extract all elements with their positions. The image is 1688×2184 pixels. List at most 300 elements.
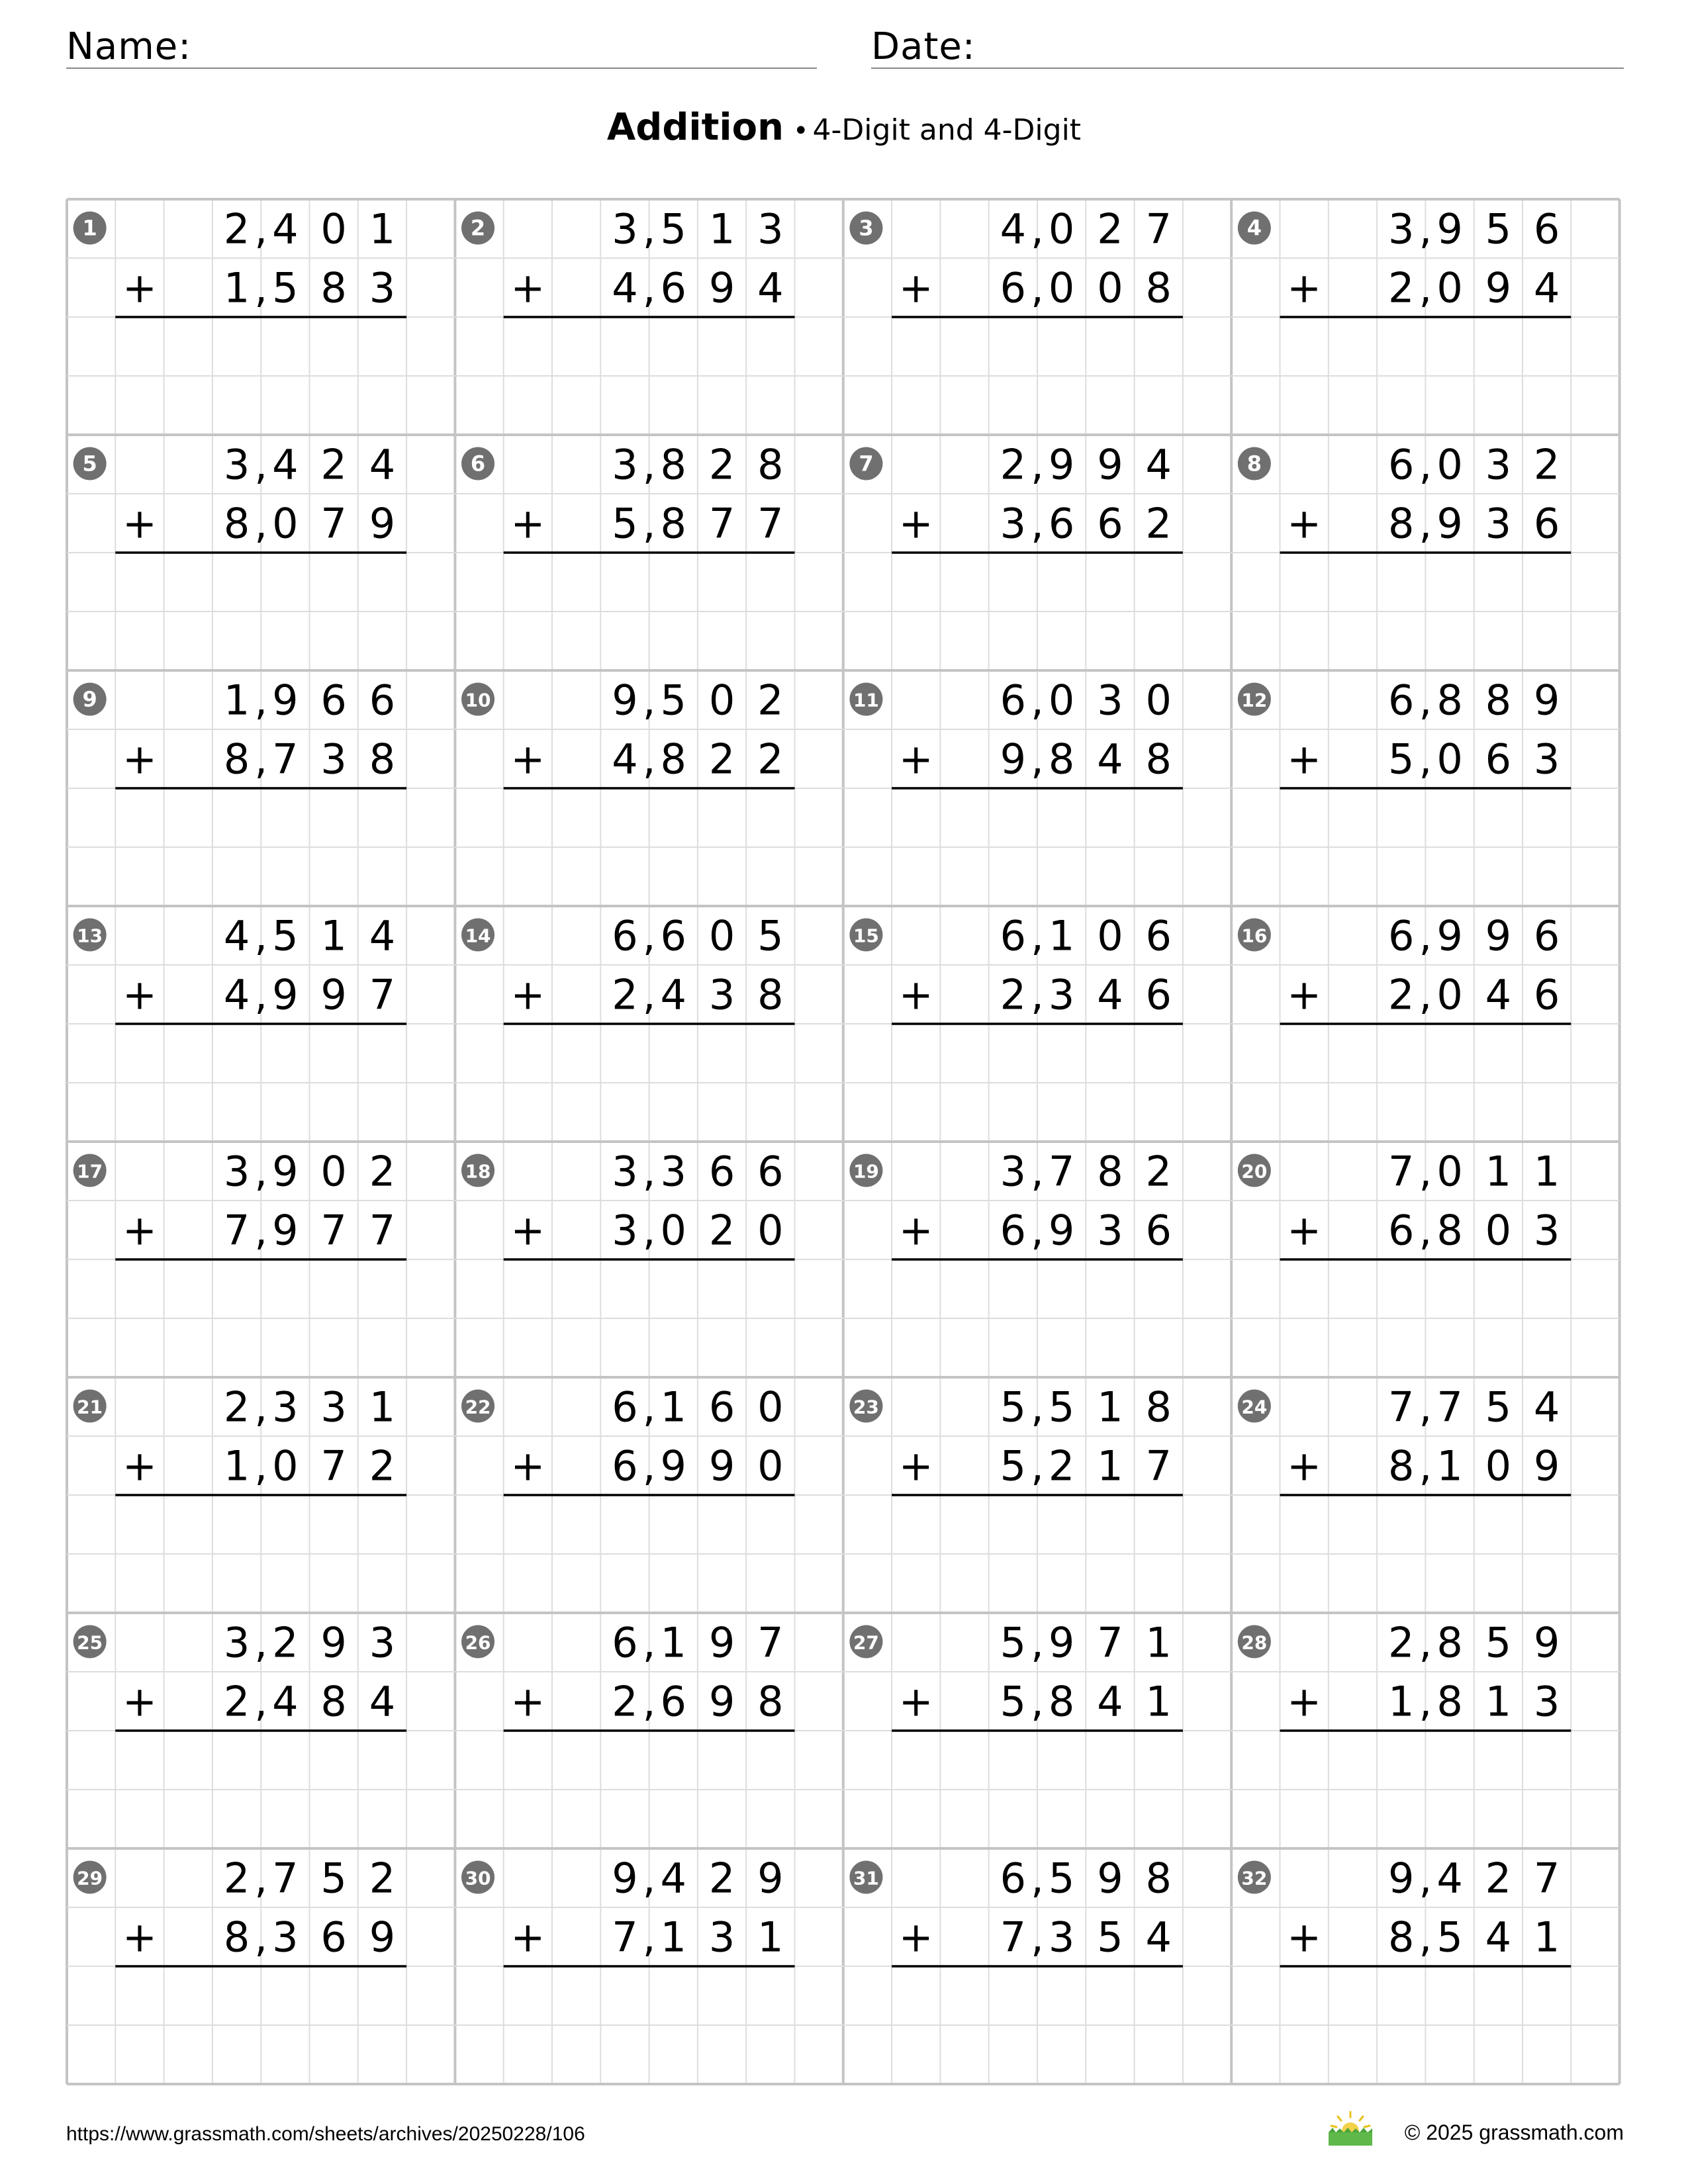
addend-top-digit: 3: [223, 1618, 250, 1667]
addend-bottom-comma: ,: [1031, 1441, 1044, 1490]
addend-bottom-digit: 0: [272, 1441, 299, 1490]
problem-number: 32: [1241, 1867, 1268, 1889]
addend-bottom-digit: 1: [1436, 1441, 1463, 1490]
problem-number: 15: [853, 925, 879, 947]
addend-bottom-comma: ,: [1419, 1441, 1432, 1490]
addend-bottom-digit: 5: [1388, 735, 1415, 784]
addend-bottom-digit: 0: [757, 1206, 784, 1255]
addend-top-comma: ,: [254, 676, 268, 725]
addend-top-digit: 9: [1436, 911, 1463, 960]
addend-bottom-digit: 7: [223, 1206, 250, 1255]
addend-top-digit: 7: [1097, 1618, 1123, 1667]
addend-bottom-digit: 9: [369, 1913, 396, 1962]
answer-area[interactable]: [115, 319, 406, 433]
addend-bottom-digit: 7: [320, 1441, 347, 1490]
problem-number: 16: [1241, 925, 1268, 947]
addend-bottom-comma: ,: [1419, 1677, 1432, 1726]
addend-bottom-digit: 3: [1533, 735, 1560, 784]
addend-bottom-digit: 9: [272, 1206, 299, 1255]
addend-bottom-comma: ,: [642, 263, 656, 312]
answer-area[interactable]: [115, 1261, 406, 1375]
addend-bottom-digit: 1: [223, 1441, 250, 1490]
addend-bottom-digit: 0: [272, 499, 299, 548]
addend-top-digit: 9: [1048, 440, 1075, 489]
addend-bottom-digit: 7: [757, 499, 784, 548]
addend-top-comma: ,: [254, 1854, 268, 1903]
addend-bottom-comma: ,: [254, 970, 268, 1019]
addend-top-digit: 9: [1388, 1854, 1415, 1903]
addend-top-digit: 5: [1048, 1854, 1075, 1903]
addend-bottom-comma: ,: [1031, 735, 1044, 784]
addend-bottom-digit: 3: [708, 970, 735, 1019]
addend-top-comma: ,: [642, 676, 656, 725]
addend-bottom-digit: 0: [1485, 1206, 1512, 1255]
addend-bottom-digit: 5: [272, 263, 299, 312]
addend-bottom-digit: 6: [1097, 499, 1123, 548]
addend-top-comma: ,: [1419, 440, 1432, 489]
addend-top-digit: 1: [660, 1383, 686, 1432]
addend-bottom-digit: 4: [1533, 263, 1560, 312]
plus-sign: +: [122, 263, 157, 312]
addend-top-digit: 0: [757, 1383, 784, 1432]
addend-bottom-digit: 8: [660, 499, 686, 548]
addend-top-digit: 3: [1097, 676, 1123, 725]
addend-bottom-digit: 6: [1145, 970, 1172, 1019]
addend-top-digit: 1: [1048, 911, 1075, 960]
addend-bottom-digit: 0: [1436, 263, 1463, 312]
addend-top-digit: 8: [1145, 1854, 1172, 1903]
addend-bottom-digit: 8: [1388, 499, 1415, 548]
addend-bottom-digit: 0: [1436, 735, 1463, 784]
addend-top-digit: 2: [1145, 1147, 1172, 1196]
addend-top-digit: 2: [1097, 205, 1123, 253]
addend-bottom-comma: ,: [642, 1441, 656, 1490]
addend-bottom-digit: 4: [1097, 1677, 1123, 1726]
addend-bottom-digit: 1: [1485, 1677, 1512, 1726]
plus-sign: +: [1287, 1677, 1322, 1726]
answer-area[interactable]: [892, 1733, 1183, 1846]
addend-bottom-digit: 5: [612, 499, 638, 548]
answer-area[interactable]: [1280, 555, 1571, 668]
addend-bottom-digit: 8: [1145, 263, 1172, 312]
addend-top-digit: 5: [1485, 1383, 1512, 1432]
addend-top-comma: ,: [642, 205, 656, 253]
addend-top-digit: 0: [1048, 676, 1075, 725]
addend-top-digit: 0: [1048, 205, 1075, 253]
addend-bottom-digit: 3: [369, 263, 396, 312]
answer-area[interactable]: [504, 1026, 795, 1140]
answer-area[interactable]: [1280, 1026, 1571, 1140]
addend-bottom-digit: 1: [757, 1913, 784, 1962]
answer-area[interactable]: [504, 1968, 795, 2082]
plus-sign: +: [1287, 263, 1322, 312]
answer-area[interactable]: [504, 790, 795, 904]
addend-bottom-digit: 3: [1485, 499, 1512, 548]
addend-bottom-digit: 3: [1097, 1206, 1123, 1255]
addend-bottom-comma: ,: [254, 735, 268, 784]
addend-top-digit: 3: [272, 1383, 299, 1432]
addend-bottom-digit: 9: [1000, 735, 1027, 784]
addend-bottom-comma: ,: [1419, 263, 1432, 312]
addend-top-comma: ,: [254, 205, 268, 253]
addend-bottom-digit: 1: [223, 263, 250, 312]
addend-top-comma: ,: [642, 1618, 656, 1667]
addend-bottom-digit: 3: [1533, 1677, 1560, 1726]
addend-top-digit: 2: [1000, 440, 1027, 489]
plus-sign: +: [510, 1913, 545, 1962]
plus-sign: +: [510, 499, 545, 548]
addend-bottom-digit: 1: [1533, 1913, 1560, 1962]
problem-number: 20: [1241, 1160, 1268, 1183]
addend-top-digit: 8: [1436, 1618, 1463, 1667]
addend-bottom-comma: ,: [254, 263, 268, 312]
addend-top-digit: 4: [660, 1854, 686, 1903]
addend-top-digit: 8: [1145, 1383, 1172, 1432]
addend-top-digit: 9: [612, 1854, 638, 1903]
answer-area[interactable]: [115, 555, 406, 668]
addend-top-comma: ,: [1031, 1147, 1044, 1196]
addend-top-digit: 5: [272, 911, 299, 960]
addend-top-digit: 6: [1388, 911, 1415, 960]
problem-number: 28: [1241, 1631, 1268, 1654]
addend-bottom-digit: 4: [1145, 1913, 1172, 1962]
addend-top-digit: 2: [272, 1618, 299, 1667]
addend-bottom-digit: 3: [708, 1913, 735, 1962]
addend-bottom-digit: 5: [1000, 1441, 1027, 1490]
answer-area[interactable]: [504, 1261, 795, 1375]
addend-top-comma: ,: [254, 1383, 268, 1432]
plus-sign: +: [898, 263, 933, 312]
addend-top-digit: 6: [1145, 911, 1172, 960]
problem-number: 22: [465, 1396, 491, 1418]
addend-bottom-digit: 1: [1145, 1677, 1172, 1726]
addend-bottom-digit: 2: [369, 1441, 396, 1490]
addend-top-digit: 5: [320, 1854, 347, 1903]
date-label: Date:: [871, 25, 976, 68]
addend-top-comma: ,: [642, 440, 656, 489]
addend-bottom-digit: 6: [1000, 1206, 1027, 1255]
problem-number: 13: [77, 925, 103, 947]
plus-sign: +: [1287, 970, 1322, 1019]
addend-top-comma: ,: [1031, 1854, 1044, 1903]
addend-top-comma: ,: [254, 440, 268, 489]
addend-top-digit: 0: [708, 911, 735, 960]
addend-top-comma: ,: [642, 1854, 656, 1903]
addend-bottom-digit: 9: [708, 1677, 735, 1726]
addend-bottom-digit: 8: [1048, 1677, 1075, 1726]
problem-number: 2: [470, 215, 486, 241]
addend-top-digit: 2: [369, 1147, 396, 1196]
addend-bottom-digit: 9: [660, 1441, 686, 1490]
addend-top-digit: 7: [272, 1854, 299, 1903]
addend-top-digit: 5: [1000, 1618, 1027, 1667]
addend-top-digit: 6: [612, 1618, 638, 1667]
addend-bottom-comma: ,: [254, 1441, 268, 1490]
addend-bottom-digit: 6: [1145, 1206, 1172, 1255]
addend-top-digit: 9: [1485, 911, 1512, 960]
addend-top-digit: 3: [1388, 205, 1415, 253]
addend-bottom-digit: 6: [612, 1441, 638, 1490]
answer-area[interactable]: [892, 1261, 1183, 1375]
addend-bottom-comma: ,: [642, 499, 656, 548]
addend-bottom-comma: ,: [1419, 1913, 1432, 1962]
addend-bottom-digit: 4: [660, 970, 686, 1019]
addend-bottom-digit: 3: [1048, 1913, 1075, 1962]
addend-bottom-digit: 6: [660, 263, 686, 312]
problem-number: 19: [853, 1160, 879, 1183]
title-main: Addition: [606, 106, 784, 149]
problem-number: 25: [77, 1631, 103, 1654]
addend-bottom-digit: 9: [1485, 263, 1512, 312]
addend-bottom-digit: 1: [1097, 1441, 1123, 1490]
addend-top-comma: ,: [254, 1147, 268, 1196]
answer-area[interactable]: [504, 555, 795, 668]
addend-bottom-digit: 0: [757, 1441, 784, 1490]
addend-bottom-digit: 8: [223, 1913, 250, 1962]
answer-area[interactable]: [892, 319, 1183, 433]
addend-top-digit: 4: [369, 440, 396, 489]
addend-top-comma: ,: [1419, 1383, 1432, 1432]
addend-bottom-digit: 7: [272, 735, 299, 784]
plus-sign: +: [1287, 1206, 1322, 1255]
addend-top-digit: 3: [1485, 440, 1512, 489]
addend-bottom-digit: 0: [660, 1206, 686, 1255]
addend-top-digit: 6: [1000, 1854, 1027, 1903]
plus-sign: +: [1287, 735, 1322, 784]
addend-bottom-digit: 3: [1533, 1206, 1560, 1255]
addend-bottom-digit: 9: [320, 970, 347, 1019]
plus-sign: +: [510, 970, 545, 1019]
addend-bottom-digit: 4: [272, 1677, 299, 1726]
addend-bottom-comma: ,: [1031, 1206, 1044, 1255]
addend-top-comma: ,: [254, 1618, 268, 1667]
addend-top-digit: 4: [369, 911, 396, 960]
addend-top-digit: 0: [1097, 911, 1123, 960]
addend-top-digit: 0: [320, 1147, 347, 1196]
answer-area[interactable]: [1280, 1497, 1571, 1611]
addend-bottom-digit: 7: [369, 970, 396, 1019]
plus-sign: +: [122, 1206, 157, 1255]
answer-area[interactable]: [115, 1497, 406, 1611]
addend-top-digit: 6: [708, 1383, 735, 1432]
addend-top-digit: 6: [660, 911, 686, 960]
addend-top-digit: 7: [1388, 1383, 1415, 1432]
addend-top-digit: 5: [1485, 1618, 1512, 1667]
problem-number: 29: [77, 1867, 103, 1889]
addend-bottom-digit: 8: [1388, 1441, 1415, 1490]
addend-top-comma: ,: [642, 1383, 656, 1432]
addend-bottom-digit: 9: [369, 499, 396, 548]
plus-sign: +: [122, 1441, 157, 1490]
problem-number: 8: [1246, 451, 1262, 477]
addend-bottom-digit: 8: [757, 970, 784, 1019]
plus-sign: +: [122, 735, 157, 784]
answer-area[interactable]: [115, 1026, 406, 1140]
addend-bottom-digit: 3: [1048, 970, 1075, 1019]
addend-bottom-digit: 9: [1533, 1441, 1560, 1490]
addend-top-comma: ,: [1031, 440, 1044, 489]
addend-top-digit: 0: [320, 205, 347, 253]
answer-area[interactable]: [892, 790, 1183, 904]
answer-area[interactable]: [1280, 790, 1571, 904]
addend-top-digit: 9: [1533, 1618, 1560, 1667]
addend-top-digit: 7: [1048, 1147, 1075, 1196]
footer-url[interactable]: https://www.grassmath.com/sheets/archives/20250228/106: [66, 2123, 585, 2145]
addend-bottom-digit: 0: [1048, 263, 1075, 312]
addend-bottom-digit: 0: [1485, 1441, 1512, 1490]
addend-top-digit: 5: [757, 911, 784, 960]
addend-bottom-digit: 3: [320, 735, 347, 784]
answer-area[interactable]: [892, 1026, 1183, 1140]
addend-top-digit: 8: [757, 440, 784, 489]
answer-area[interactable]: [1280, 1261, 1571, 1375]
addend-top-digit: 9: [1097, 1854, 1123, 1903]
addend-bottom-comma: ,: [254, 499, 268, 548]
addend-top-digit: 3: [1000, 1147, 1027, 1196]
addend-top-digit: 1: [1533, 1147, 1560, 1196]
addend-top-digit: 7: [1145, 205, 1172, 253]
answer-area[interactable]: [115, 1733, 406, 1846]
addend-bottom-digit: 4: [1097, 970, 1123, 1019]
addend-top-digit: 6: [612, 1383, 638, 1432]
addend-top-comma: ,: [1031, 205, 1044, 253]
addend-bottom-digit: 4: [1097, 735, 1123, 784]
addend-bottom-digit: 8: [320, 263, 347, 312]
addend-bottom-digit: 8: [1048, 735, 1075, 784]
addend-bottom-digit: 5: [1097, 1913, 1123, 1962]
addend-bottom-digit: 2: [708, 735, 735, 784]
addend-bottom-digit: 7: [369, 1206, 396, 1255]
answer-area[interactable]: [1280, 1733, 1571, 1846]
plus-sign: +: [1287, 499, 1322, 548]
problem-number: 4: [1246, 215, 1262, 241]
problem-number: 11: [853, 689, 879, 711]
addend-top-digit: 3: [757, 205, 784, 253]
addend-bottom-digit: 7: [1000, 1913, 1027, 1962]
addend-top-digit: 4: [1145, 440, 1172, 489]
title-subtitle: 4-Digit and 4-Digit: [812, 113, 1082, 147]
addend-bottom-comma: ,: [642, 1206, 656, 1255]
problem-number: 24: [1241, 1396, 1268, 1418]
addend-bottom-digit: 8: [1388, 1913, 1415, 1962]
addend-bottom-comma: ,: [254, 1206, 268, 1255]
problem-number: 27: [853, 1631, 879, 1654]
addend-bottom-digit: 9: [1436, 499, 1463, 548]
addend-top-digit: 7: [1533, 1854, 1560, 1903]
addend-bottom-digit: 4: [369, 1677, 396, 1726]
problem-number: 5: [82, 451, 97, 477]
addend-top-digit: 9: [1048, 1618, 1075, 1667]
addend-bottom-digit: 2: [1388, 263, 1415, 312]
name-label: Name:: [66, 25, 192, 68]
addend-top-digit: 9: [1533, 676, 1560, 725]
answer-area[interactable]: [115, 790, 406, 904]
addend-bottom-digit: 3: [272, 1913, 299, 1962]
addend-top-digit: 1: [369, 1383, 396, 1432]
addend-bottom-digit: 3: [612, 1206, 638, 1255]
addend-bottom-digit: 7: [708, 499, 735, 548]
addend-top-digit: 3: [320, 1383, 347, 1432]
addend-top-digit: 2: [1485, 1854, 1512, 1903]
plus-sign: +: [122, 1913, 157, 1962]
addend-top-comma: ,: [1419, 1854, 1432, 1903]
answer-area[interactable]: [892, 1497, 1183, 1611]
addend-top-digit: 0: [1436, 440, 1463, 489]
addend-top-digit: 6: [612, 911, 638, 960]
plus-sign: +: [510, 263, 545, 312]
addend-top-digit: 2: [1533, 440, 1560, 489]
addend-bottom-digit: 8: [369, 735, 396, 784]
addend-top-digit: 5: [1485, 205, 1512, 253]
addend-top-digit: 5: [660, 676, 686, 725]
answer-area[interactable]: [892, 555, 1183, 668]
addend-bottom-digit: 3: [1000, 499, 1027, 548]
addend-bottom-digit: 5: [1436, 1913, 1463, 1962]
addend-top-digit: 7: [1436, 1383, 1463, 1432]
addend-bottom-digit: 8: [660, 735, 686, 784]
addend-top-digit: 8: [660, 440, 686, 489]
addend-top-digit: 3: [612, 440, 638, 489]
addend-bottom-digit: 1: [660, 1913, 686, 1962]
problem-number: 23: [853, 1396, 879, 1418]
addend-bottom-digit: 4: [1485, 970, 1512, 1019]
addend-bottom-digit: 4: [612, 263, 638, 312]
problem-number: 3: [859, 215, 874, 241]
addend-bottom-digit: 5: [1000, 1677, 1027, 1726]
addend-bottom-digit: 9: [1048, 1206, 1075, 1255]
answer-area[interactable]: [504, 319, 795, 433]
problem-number: 31: [853, 1867, 879, 1889]
addend-top-digit: 3: [223, 440, 250, 489]
problem-number: 21: [77, 1396, 103, 1418]
addend-top-digit: 9: [708, 1618, 735, 1667]
answer-area[interactable]: [115, 1968, 406, 2082]
addend-bottom-digit: 6: [1048, 499, 1075, 548]
addend-top-digit: 5: [1000, 1383, 1027, 1432]
answer-area[interactable]: [1280, 319, 1571, 433]
addend-bottom-comma: ,: [254, 1677, 268, 1726]
answer-area[interactable]: [504, 1733, 795, 1846]
addend-top-digit: 7: [757, 1618, 784, 1667]
addend-bottom-comma: ,: [1031, 263, 1044, 312]
addend-top-digit: 3: [223, 1147, 250, 1196]
plus-sign: +: [898, 1913, 933, 1962]
addend-bottom-digit: 7: [320, 499, 347, 548]
addend-top-digit: 1: [223, 676, 250, 725]
answer-area[interactable]: [504, 1497, 795, 1611]
addend-top-digit: 2: [320, 440, 347, 489]
addend-top-digit: 9: [1097, 440, 1123, 489]
addend-top-comma: ,: [1031, 911, 1044, 960]
addend-top-digit: 6: [369, 676, 396, 725]
addend-top-comma: ,: [1419, 1147, 1432, 1196]
addend-bottom-digit: 2: [757, 735, 784, 784]
addend-top-comma: ,: [642, 911, 656, 960]
problem-number: 7: [859, 451, 874, 477]
addend-top-digit: 6: [1000, 676, 1027, 725]
addend-top-comma: ,: [1419, 1618, 1432, 1667]
problem-number: 30: [465, 1867, 491, 1889]
answer-area[interactable]: [1280, 1968, 1571, 2082]
problem-number: 26: [465, 1631, 491, 1654]
addend-top-digit: 0: [1436, 1147, 1463, 1196]
plus-sign: +: [898, 1206, 933, 1255]
addend-top-digit: 2: [223, 1854, 250, 1903]
answer-area[interactable]: [892, 1968, 1183, 2082]
addend-bottom-digit: 2: [223, 1677, 250, 1726]
addend-top-digit: 1: [1145, 1618, 1172, 1667]
addend-top-digit: 4: [1000, 205, 1027, 253]
